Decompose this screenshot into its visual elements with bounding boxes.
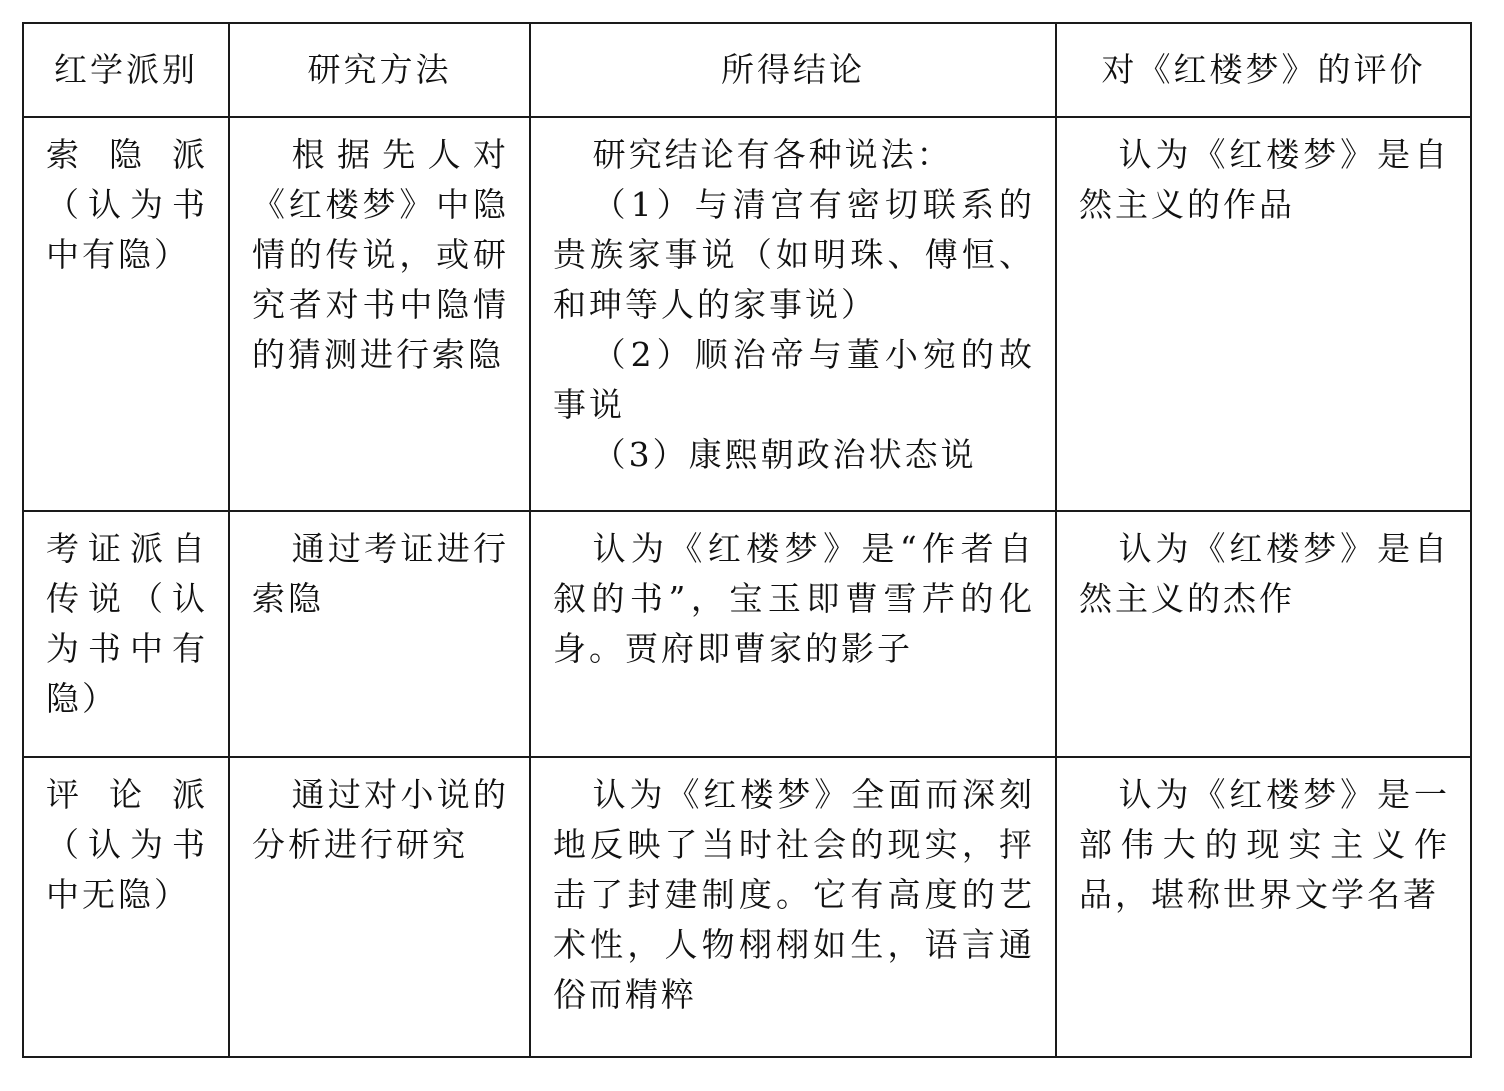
conclusion-text: 认为《红楼梦》是“作者自叙的书”，宝玉即曹雪芹的化身。贾府即曹家的影子 <box>553 529 1035 668</box>
method-cell <box>229 117 530 511</box>
header-conclusion: 所得结论 <box>530 23 1056 117</box>
conclusion-cell <box>530 757 1056 1057</box>
evaluation-text: 认为《红楼梦》是一部伟大的现实主义作品，堪称世界文学名著 <box>1079 775 1450 914</box>
header-school: 红学派别 <box>23 23 229 117</box>
method-text: 通过考证进行索隐 <box>252 529 509 618</box>
school-cell <box>23 511 229 757</box>
evaluation-cell <box>1056 511 1471 757</box>
redology-schools-table <box>22 22 1472 1058</box>
header-row <box>23 23 1471 117</box>
conclusion-text: 认为《红楼梦》全面而深刻地反映了当时社会的现实，抨击了封建制度。它有高度的艺术性，人物栩栩如生，语言通俗而精粹 <box>553 775 1035 1014</box>
conclusion-item: （3）康熙朝政治状态说 <box>592 435 977 474</box>
school-name: 考证派自传说（认为书中有隐） <box>46 529 208 718</box>
table-row <box>23 511 1471 757</box>
school-name: 评论派（认为书中无隐） <box>46 775 208 914</box>
school-cell <box>23 757 229 1057</box>
conclusion-intro: 研究结论有各种说法： <box>592 135 953 174</box>
conclusion-cell <box>530 511 1056 757</box>
method-cell <box>229 757 530 1057</box>
conclusion-item: （1）与清宫有密切联系的贵族家事说（如明珠、傅恒、和珅等人的家事说） <box>553 185 1035 324</box>
table-row <box>23 117 1471 511</box>
header-method: 研究方法 <box>229 23 530 117</box>
conclusion-cell <box>530 117 1056 511</box>
evaluation-text: 认为《红楼梦》是自然主义的作品 <box>1079 135 1450 224</box>
method-cell <box>229 511 530 757</box>
evaluation-text: 认为《红楼梦》是自然主义的杰作 <box>1079 529 1450 618</box>
conclusion-item: （2）顺治帝与董小宛的故事说 <box>553 335 1035 424</box>
method-text: 通过对小说的分析进行研究 <box>252 775 509 864</box>
method-text: 根据先人对《红楼梦》中隐情的传说，或研究者对书中隐情的猜测进行索隐 <box>252 135 509 374</box>
school-name: 索隐派（认为书中有隐） <box>46 135 208 274</box>
evaluation-cell <box>1056 117 1471 511</box>
evaluation-cell <box>1056 757 1471 1057</box>
school-cell <box>23 117 229 511</box>
header-evaluation: 对《红楼梦》的评价 <box>1056 23 1471 117</box>
table-row <box>23 757 1471 1057</box>
